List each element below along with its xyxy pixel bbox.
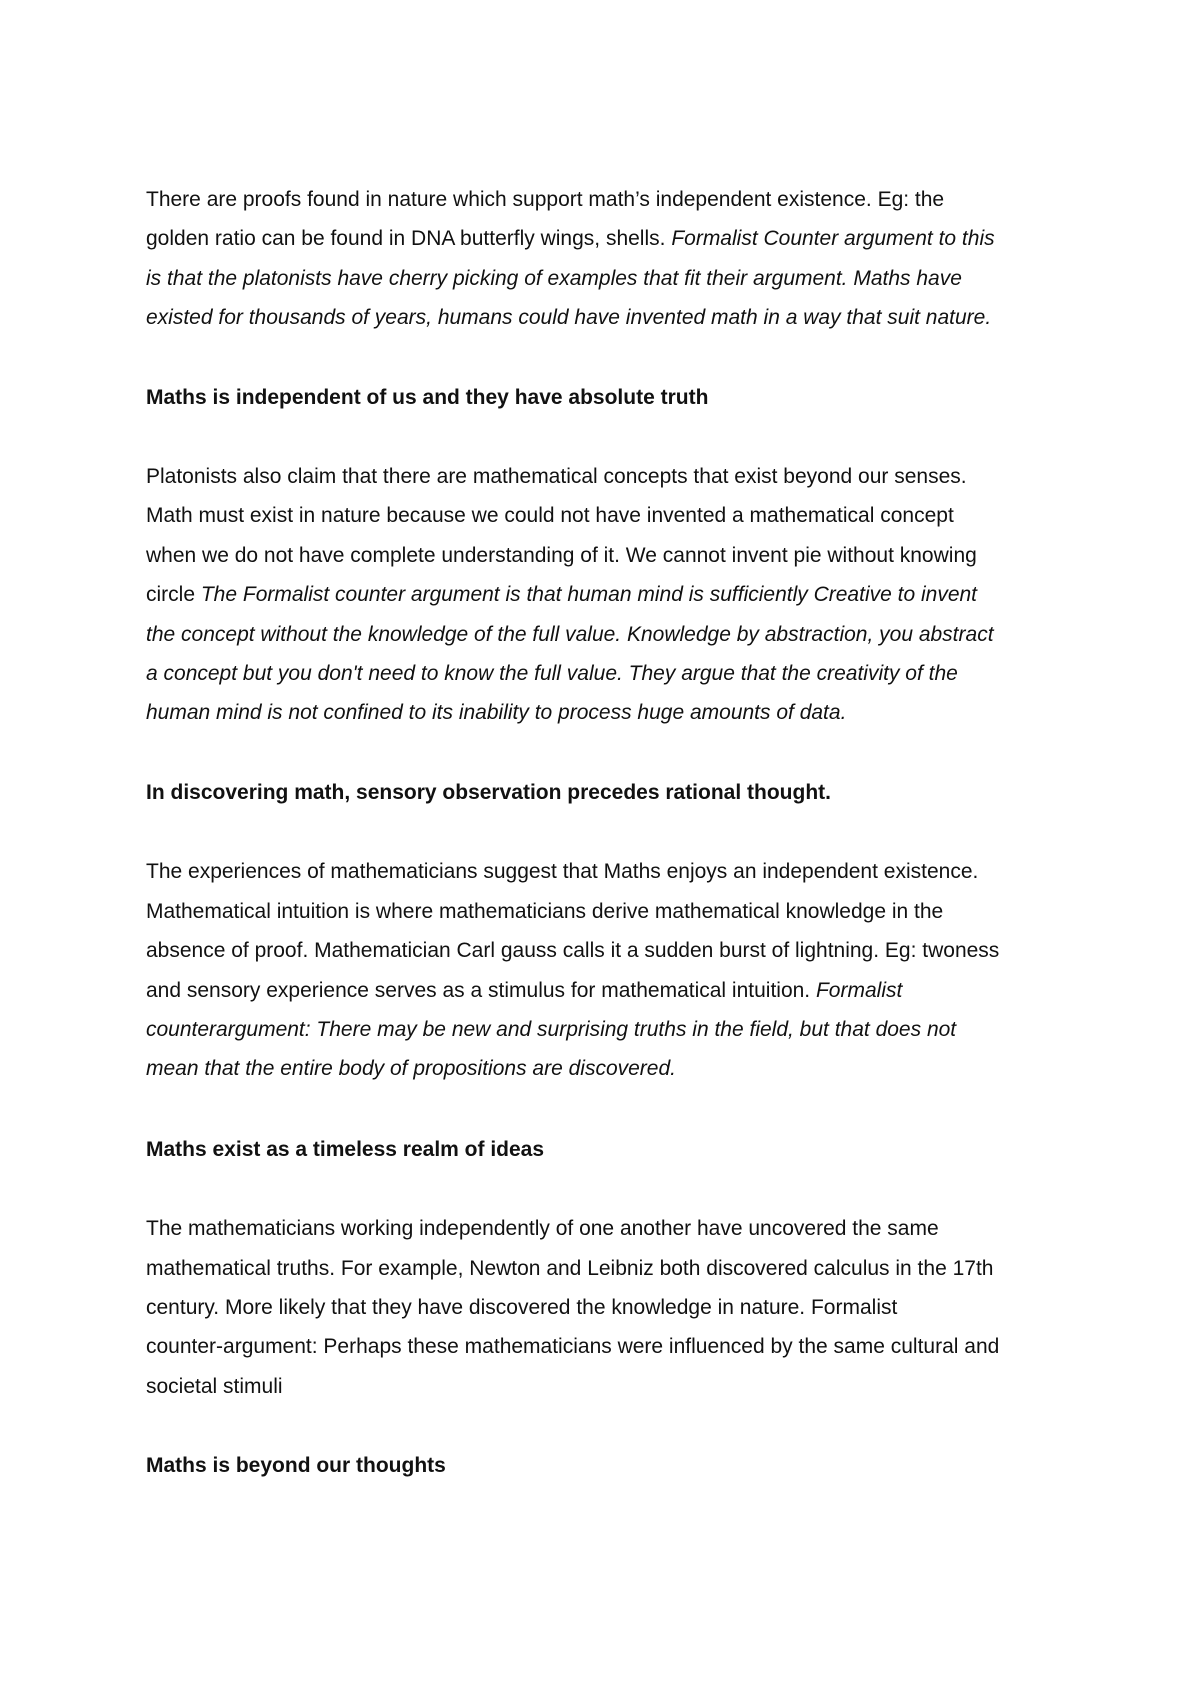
formalist-counterargument: Formalist Counter argument to this is that the platonists have cherry picking of examples that fit their argument. Maths have existed for thousands of years, humans could have invented math in a way that suit nature. bbox=[146, 227, 995, 330]
heading-timeless-realm: Maths exist as a timeless realm of ideas bbox=[146, 1137, 545, 1161]
paragraph-text: The experiences of mathematicians suggest that Maths enjoys an independent existence. Mathematical intuition is where mathematicians derive mathematical knowledge in the absence of proof. Mathematician Carl gauss calls it a sudden burst of lightning. Eg: twoness and sensory experience serves as a stimulus for mathematical intuition. bbox=[146, 860, 1000, 1002]
paragraph-text: There are proofs found in nature which support math’s independent existence. Eg: the golden ratio can be found in DNA butterfly wings, shells. bbox=[146, 188, 945, 251]
paragraph-concepts-beyond-senses bbox=[146, 457, 1066, 733]
formalist-counterargument: The Formalist counter argument is that human mind is sufficiently Creative to invent the concept without the knowledge of the full value. Knowledge by abstraction, you abstract a concept but you don't need to know the full value. They argue that the creativity of the human mind is not confined to its inability to process huge amounts of data. bbox=[146, 583, 994, 725]
document-page bbox=[146, 180, 1066, 1525]
heading-beyond-our-thoughts: Maths is beyond our thoughts bbox=[146, 1454, 446, 1478]
formalist-counterargument: Formalist counterargument: There may be new and surprising truths in the field, but that does not mean that the entire body of propositions are discovered. bbox=[146, 978, 957, 1081]
paragraph-mathematical-intuition bbox=[146, 852, 1066, 1088]
paragraph-golden-ratio bbox=[146, 180, 1066, 338]
paragraph-text: Platonists also claim that there are mathematical concepts that exist beyond our senses. Math must exist in nature because we could not have invented a mathematical concept when we do not have complete understanding of it. We cannot invent pie without knowing circle bbox=[146, 465, 977, 607]
heading-sensory-observation: In discovering math, sensory observation precedes rational thought. bbox=[146, 780, 831, 804]
paragraph-text: The mathematicians working independently of one another have uncovered the same mathematical truths. For example, Newton and Leibniz both discovered calculus in the 17th century. More likely that they have discovered the knowledge in nature. Formalist counter-argument: Perhaps these mathematicians were influenced by the same cultural and societal stimuli bbox=[146, 1217, 1000, 1398]
paragraph-newton-leibniz bbox=[146, 1209, 1066, 1406]
heading-independent-absolute-truth: Maths is independent of us and they have absolute truth bbox=[146, 385, 709, 409]
